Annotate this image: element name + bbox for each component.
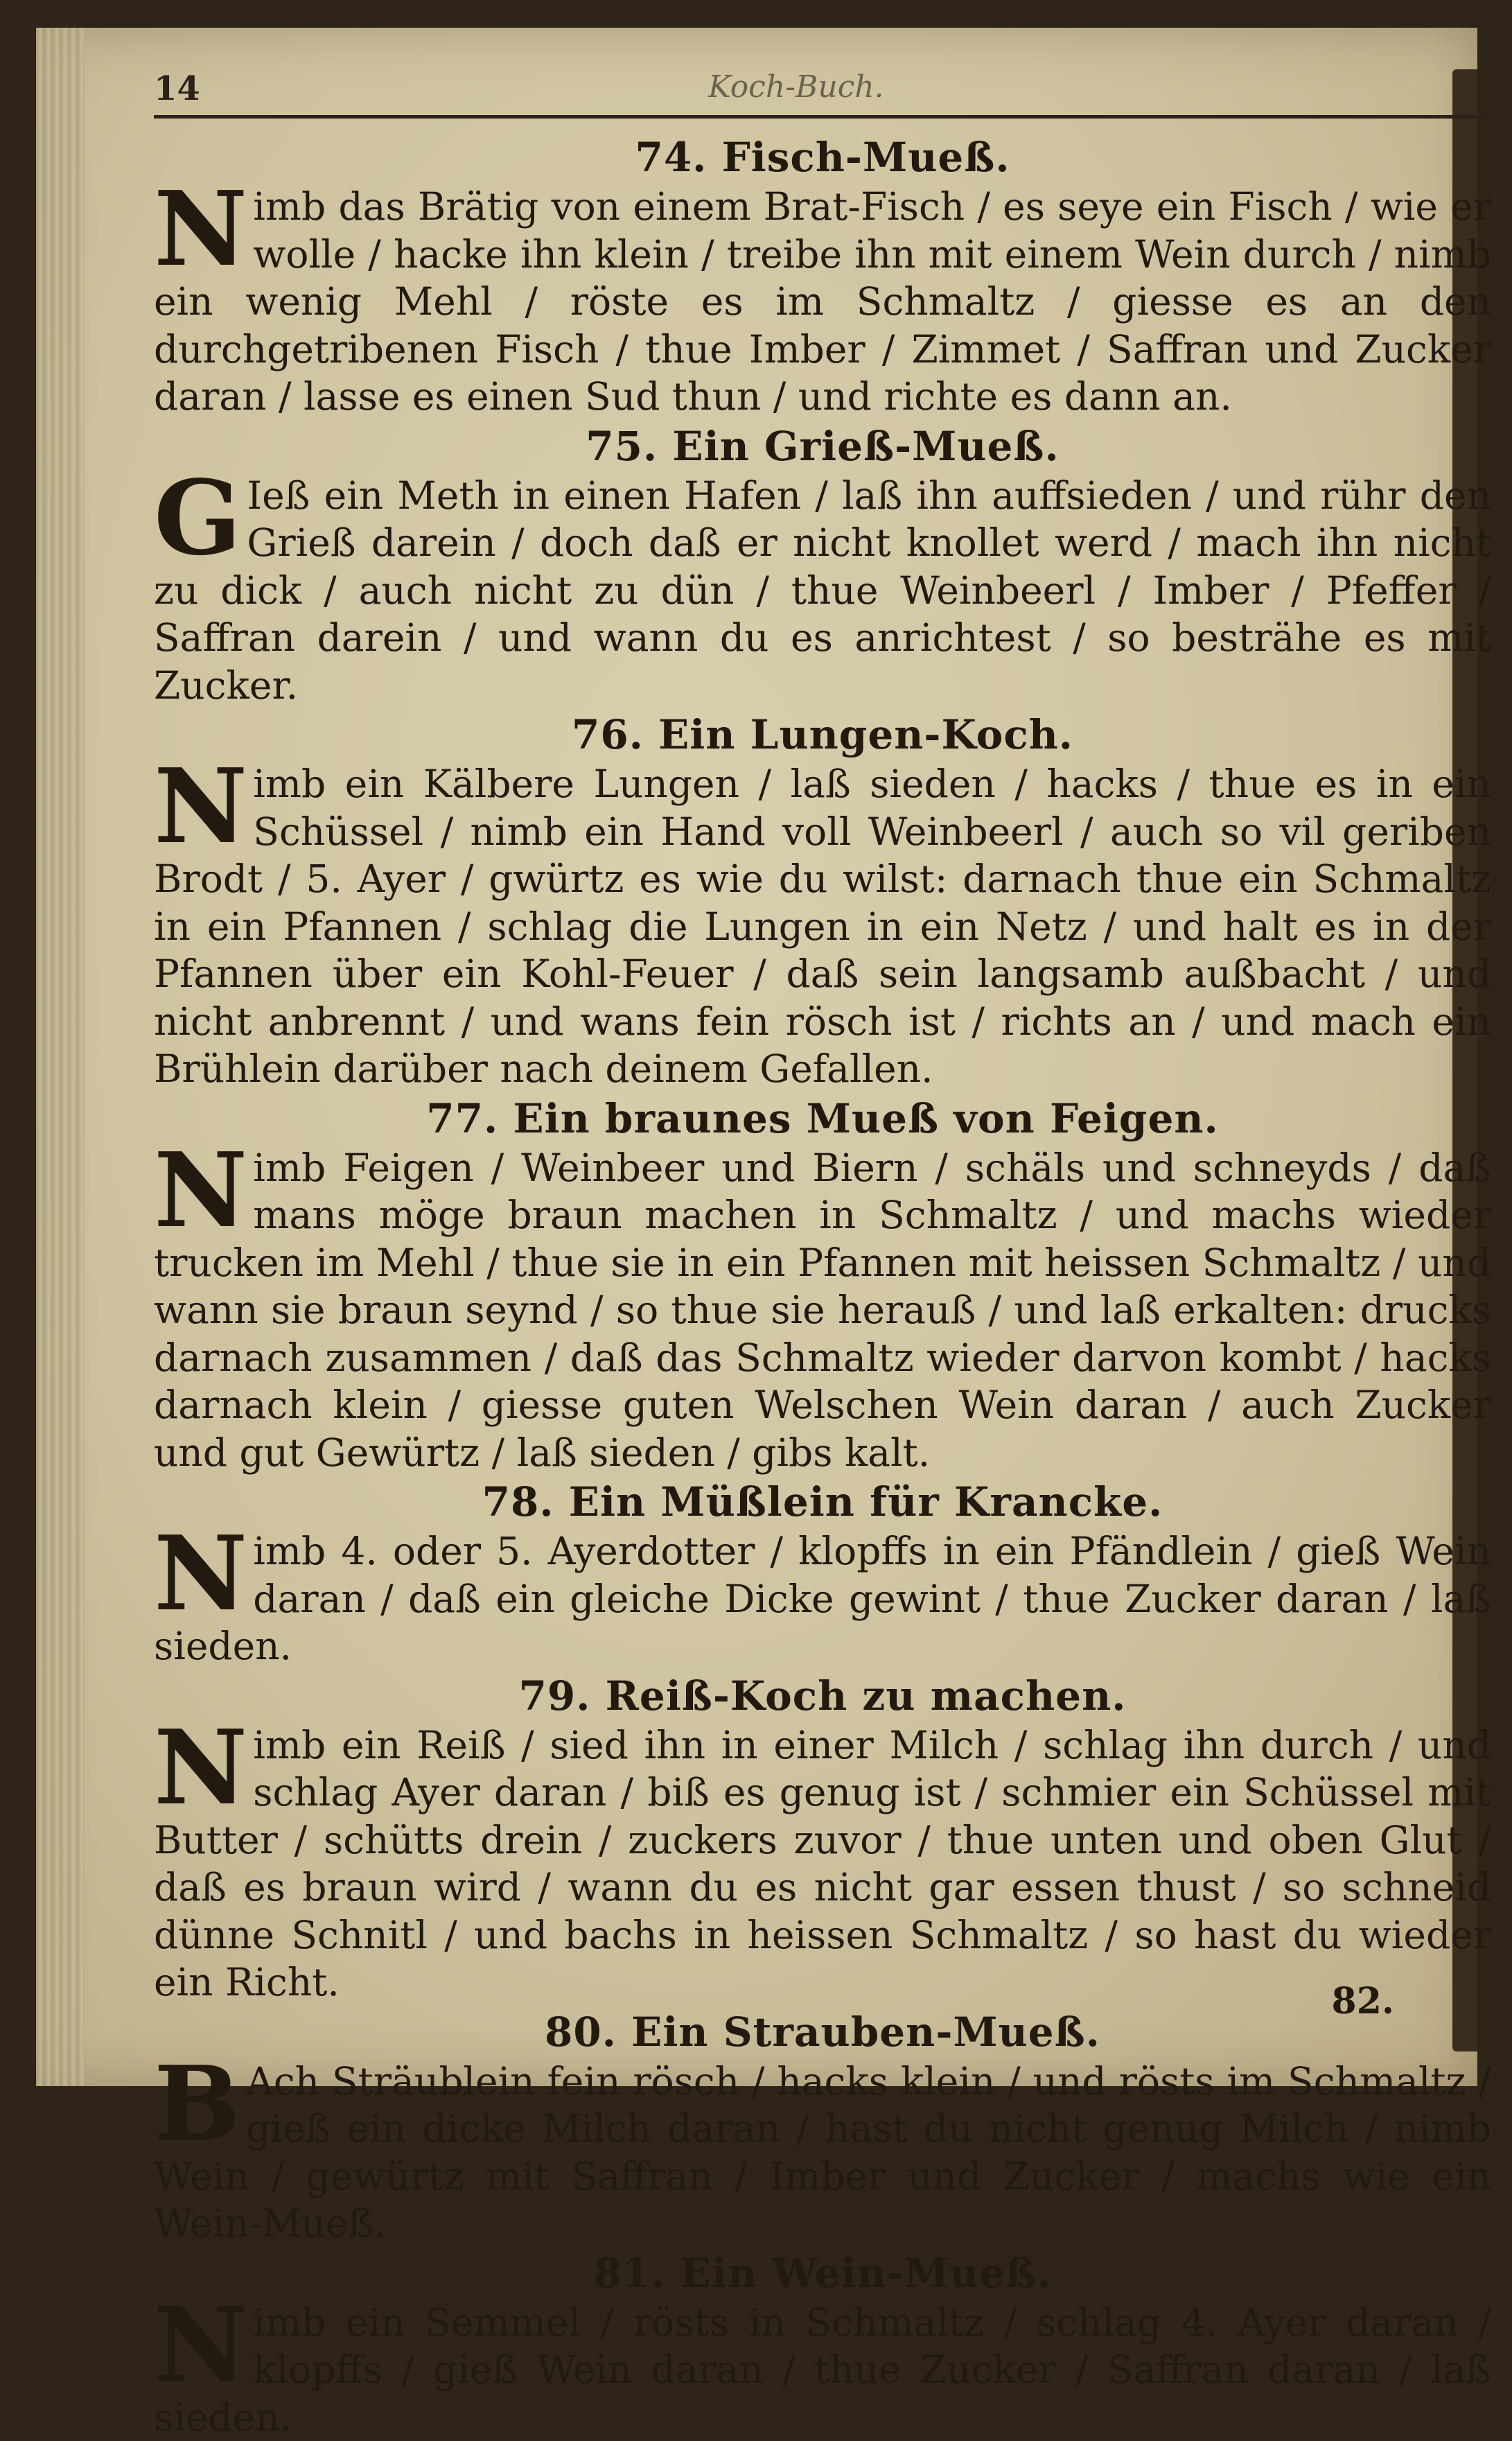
recipe-76 (154, 709, 1491, 1093)
header-rule (154, 115, 1491, 119)
drop-cap: N (154, 2303, 247, 2386)
recipe-text: imb das Brätig von einem Brat-Fisch / es seye ein Fisch / wie er wolle / hacke ihn klein / treibe ihn mit einem Wein durch / nimb ein wenig Mehl / röste es im Schmaltz / giesse es an den durchgetribenen Fisch / thue Imber / Zimmet / Saffran und Zucker daran / lasse es einen Sud thun / und richte es dann an. (154, 184, 1491, 419)
recipe-77 (154, 1093, 1491, 1477)
drop-cap: N (154, 1148, 247, 1232)
recipe-text: imb ein Reiß / sied ihn in einer Milch / schlag ihn durch / und schlag Ayer daran / biß es genug ist / schmier ein Schüssel mit Butter / schütts drein / zuckers zuvor / thue unten und oben Glut / daß es braun wird / wann du es nicht gar essen thust / so schneid dünne Schnitl / und bachs in heissen Schmaltz / so hast du wieder ein Richt. (154, 1723, 1491, 2005)
page-edge (36, 28, 85, 2086)
recipe-body (154, 1528, 1491, 1670)
page-content (154, 132, 1491, 2441)
drop-cap: N (154, 1726, 247, 1809)
recipe-title: 75. Ein Grieß-Mueß. (154, 421, 1491, 472)
recipe-text: imb ein Semmel / rösts in Schmaltz / schlag 4. Ayer daran / klopffs / gieß Wein daran / thue Zucker / Saffran daran / laß sieden. (154, 2300, 1491, 2440)
running-head: Koch-Buch. (708, 69, 884, 105)
recipe-body (154, 2299, 1491, 2441)
recipe-body (154, 1722, 1491, 2006)
page-number: 14 (154, 69, 200, 108)
catchword: 82. (1332, 1980, 1394, 2022)
recipe-81 (154, 2248, 1491, 2441)
recipe-text: Ach Sträublein fein rösch / hacks klein / und rösts im Schmaltz / gieß ein dicke Milch daran / hast du nicht genug Milch / nimb Wein / gewürtz mit Saffran / Imber und Zucker / machs wie ein Wein-Mueß. (154, 2059, 1491, 2246)
recipe-79 (154, 1670, 1491, 2006)
drop-cap: N (154, 187, 247, 270)
recipe-text: imb 4. oder 5. Ayerdotter / klopffs in ein Pfändlein / gieß Wein daran / daß ein gleiche Dicke gewint / thue Zucker daran / laß sieden. (154, 1529, 1491, 1668)
drop-cap: N (154, 764, 247, 848)
recipe-body (154, 1144, 1491, 1477)
recipe-body (154, 183, 1491, 421)
recipe-80 (154, 2006, 1491, 2248)
recipe-text: imb Feigen / Weinbeer und Biern / schäls und schneyds / daß mans möge braun machen in Schmaltz / und machs wieder trucken im Mehl / thue sie in ein Pfannen mit heissen Schmaltz / und wann sie braun seynd / so thue sie herauß / und laß erkalten: drucks darnach zusammen / daß das Schmaltz wieder darvon kombt / hacks darnach klein / giesse guten Welschen Wein daran / auch Zucker und gut Gewürtz / laß sieden / gibs kalt. (154, 1146, 1491, 1475)
recipe-title: 77. Ein braunes Mueß von Feigen. (154, 1093, 1491, 1144)
recipe-title: 78. Ein Müßlein für Krancke. (154, 1476, 1491, 1528)
page-header (154, 69, 1491, 125)
recipe-title: 81. Ein Wein-Mueß. (154, 2248, 1491, 2299)
recipe-title: 79. Reiß-Koch zu machen. (154, 1670, 1491, 1722)
recipe-title: 74. Fisch-Mueß. (154, 132, 1491, 183)
drop-cap: G (154, 476, 241, 559)
drop-cap: B (154, 2062, 240, 2145)
book-page (36, 28, 1477, 2086)
recipe-title: 76. Ein Lungen-Koch. (154, 709, 1491, 760)
recipe-text: Ieß ein Meth in einen Hafen / laß ihn auffsieden / und rühr den Grieß darein / doch daß er nicht knollet werd / mach ihn nicht zu dick / auch nicht zu dün / thue Weinbeerl / Imber / Pfeffer / Saffran darein / und wann du es anrichtest / so besträhe es mit Zucker. (154, 473, 1491, 708)
recipe-body (154, 472, 1491, 710)
recipe-74 (154, 132, 1491, 421)
drop-cap: N (154, 1532, 247, 1615)
recipe-text: imb ein Kälbere Lungen / laß sieden / hacks / thue es in ein Schüssel / nimb ein Hand voll Weinbeerl / auch so vil geriben Brodt / 5. Ayer / gwürtz es wie du wilst: darnach thue ein Schmaltz in ein Pfannen / schlag die Lungen in ein Netz / und halt es in der Pfannen über ein Kohl-Feuer / daß sein langsamb außbacht / und nicht anbrennt / und wans fein rösch ist / richts an / und mach ein Brühlein darüber nach deinem Gefallen. (154, 762, 1491, 1091)
recipe-78 (154, 1476, 1491, 1670)
recipe-title: 80. Ein Strauben-Mueß. (154, 2006, 1491, 2058)
recipe-body (154, 2058, 1491, 2248)
recipe-75 (154, 421, 1491, 710)
recipe-body (154, 760, 1491, 1093)
